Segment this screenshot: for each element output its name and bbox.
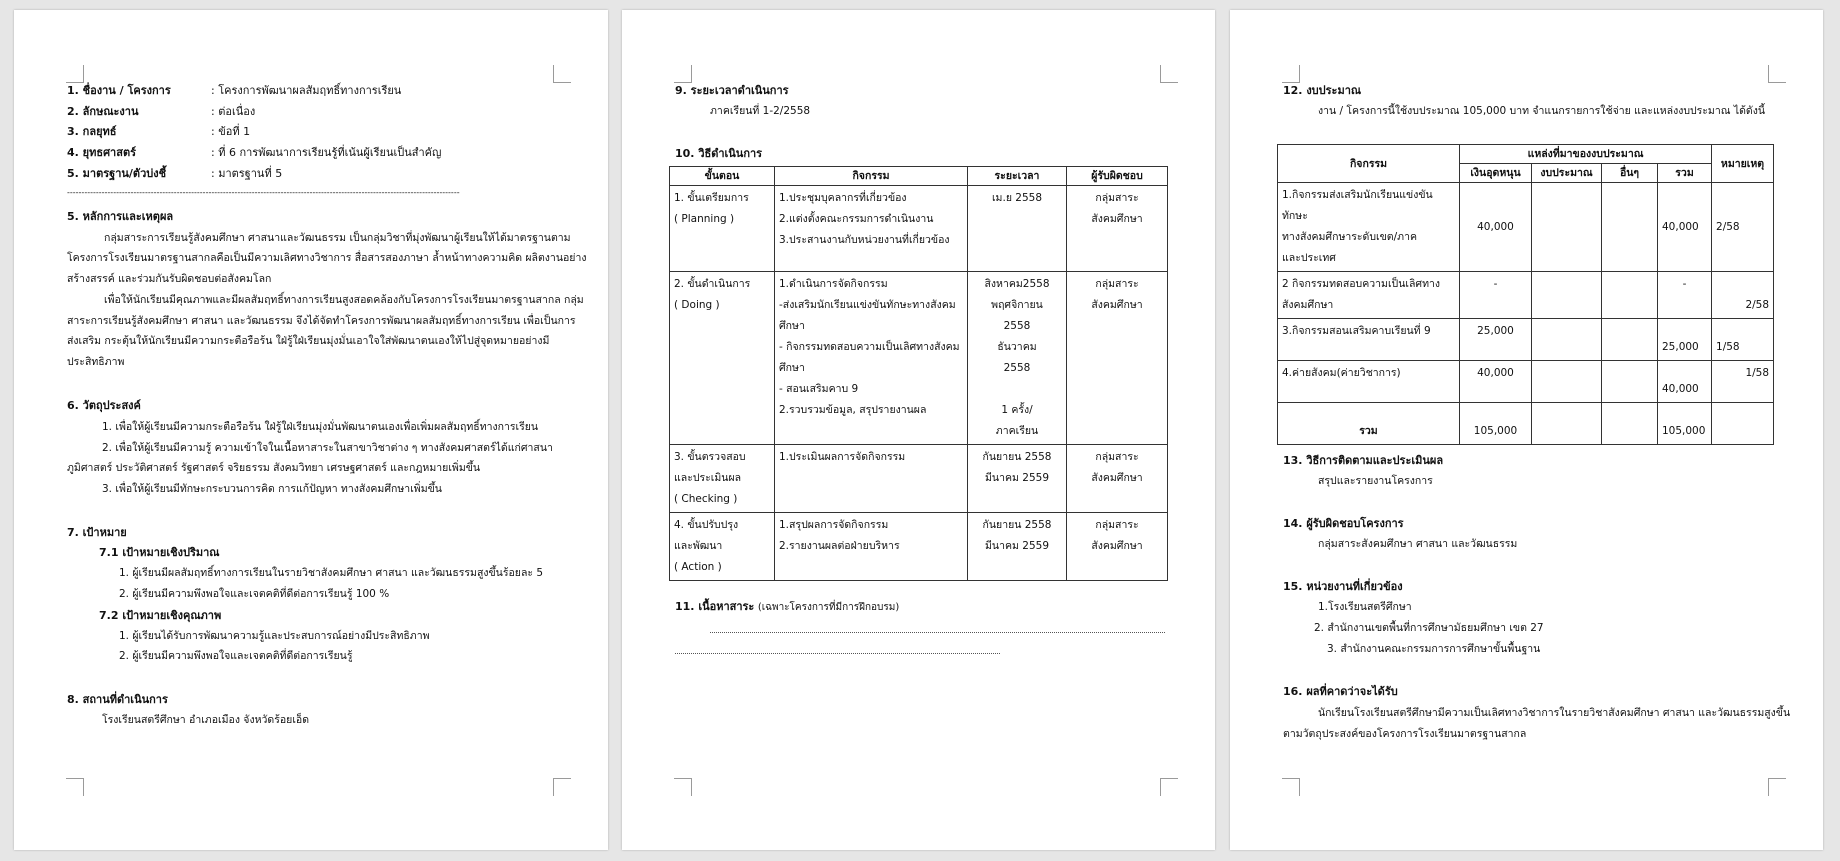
note-cell: 2/58 — [1712, 183, 1774, 272]
owner-cell: กลุ่มสาระ สังคมศึกษา — [1067, 186, 1168, 272]
table-row — [1278, 272, 1774, 319]
agency-item: 2. สำนักงานเขตพื้นที่การศึกษามัธยมศึกษา เขต 27 — [1314, 622, 1544, 634]
results-line: นักเรียนโรงเรียนสตรีศึกษามีความเป็นเลิศทางวิชาการในรายวิชาสังคมศึกษา ศาสนา และวัฒนธรรมสูงขึ้น — [1318, 707, 1791, 719]
qualitative-goals-heading: 7.2 เป้าหมายเชิงคุณภาพ — [99, 609, 222, 622]
budget-table — [1277, 144, 1774, 445]
location-text: โรงเรียนสตรีศึกษา อำเภอเมือง จังหวัดร้อยเอ็ด — [102, 714, 310, 726]
column-header: อื่นๆ — [1602, 164, 1658, 183]
crop-mark — [553, 65, 571, 83]
activity-cell: 3.กิจกรรมสอนเสริมคาบเรียนที่ 9 — [1278, 319, 1460, 361]
column-header: กิจกรรม — [1278, 145, 1460, 183]
other-total-cell — [1602, 403, 1658, 445]
activity-cell: 1.ดำเนินการจัดกิจกรรม -ส่งเสริมนักเรียนแข่งขันทักษะทางสังคม ศึกษา - กิจกรรมทดสอบความเป็นเลิศทางสังคม ศึกษา - สอนเสริมคาบ 9 2.รวบรวมข้อมูล, สรุปรายงานผล — [775, 272, 968, 445]
period-heading: 9. ระยะเวลาดำเนินการ — [675, 84, 789, 97]
document-page-2 — [622, 10, 1215, 850]
strategic-plan-label: 4. ยุทธศาสตร์ — [67, 146, 136, 159]
evaluation-heading: 13. วิธีการติดตามและประเมินผล — [1283, 454, 1444, 467]
strategy-value: : ข้อที่ 1 — [211, 125, 251, 138]
step-cell: 3. ขั้นตรวจสอบ และประเมินผล ( Checking ) — [670, 445, 775, 513]
column-header: ขั้นตอน — [670, 167, 775, 186]
total-cell: 40,000 — [1658, 361, 1712, 403]
table-row — [1278, 183, 1774, 272]
goals-heading: 7. เป้าหมาย — [67, 526, 127, 539]
column-header: ผู้รับผิดชอบ — [1067, 167, 1168, 186]
objective-item: 3. เพื่อให้ผู้เรียนมีทักษะกระบวนการคิด การแก้ปัญหา ทางสังคมศึกษาเพิ่มขึ้น — [102, 483, 442, 495]
section-divider: ---------------------------------------------------------------------------------------------------------------------------------------- — [67, 188, 460, 197]
note-cell: 2/58 — [1712, 272, 1774, 319]
time-cell: กันยายน 2558 มีนาคม 2559 — [968, 445, 1067, 513]
goal-item: 1. ผู้เรียนมีผลสัมฤทธิ์ทางการเรียนในรายวิชาสังคมศึกษา ศาสนา และวัฒนธรรมสูงขึ้นร้อยละ 5 — [119, 567, 544, 579]
note-cell: 1/58 — [1712, 361, 1774, 403]
work-type-label: 2. ลักษณะงาน — [67, 105, 139, 118]
crop-mark — [553, 778, 571, 796]
owner-cell: กลุ่มสาระ สังคมศึกษา — [1067, 445, 1168, 513]
subsidy-cell: - — [1460, 272, 1532, 319]
other-cell — [1602, 361, 1658, 403]
crop-mark — [1282, 65, 1300, 83]
crop-mark — [674, 778, 692, 796]
objective-item: 1. เพื่อให้ผู้เรียนมีความกระตือรือร้น ใฝ่รู้ใฝ่เรียนมุ่งมั่นพัฒนาตนเองเพื่อเพิ่มผลสัมฤทธิ์ทางการเรียน — [102, 421, 539, 433]
goal-item: 1. ผู้เรียนได้รับการพัฒนาความรู้และประสบการณ์อย่างมีประสิทธิภาพ — [119, 630, 430, 642]
budget-cell — [1532, 361, 1602, 403]
crop-mark — [66, 778, 84, 796]
total-cell: - — [1658, 272, 1712, 319]
other-cell — [1602, 319, 1658, 361]
results-heading: 16. ผลที่คาดว่าจะได้รับ — [1283, 685, 1398, 698]
grand-total-cell: 105,000 — [1658, 403, 1712, 445]
table-row — [1278, 361, 1774, 403]
agencies-heading: 15. หน่วยงานที่เกี่ยวข้อง — [1283, 580, 1403, 593]
time-cell: กันยายน 2558 มีนาคม 2559 — [968, 513, 1067, 581]
evaluation-text: สรุปและรายงานโครงการ — [1318, 475, 1433, 487]
project-owner-text: กลุ่มสาระสังคมศึกษา ศาสนา และวัฒนธรรม — [1318, 538, 1518, 550]
column-header: กิจกรรม — [775, 167, 968, 186]
subsidy-cell: 40,000 — [1460, 361, 1532, 403]
dotted-line — [675, 653, 1000, 654]
crop-mark — [1768, 778, 1786, 796]
column-header: รวม — [1658, 164, 1712, 183]
budget-heading: 12. งบประมาณ — [1283, 84, 1362, 97]
table-row — [670, 513, 1168, 581]
document-page-3 — [1230, 10, 1823, 850]
time-cell: สิงหาคม2558 พฤศจิกายน 2558 ธันวาคม 2558 1 ครั้ง/ ภาคเรียน — [968, 272, 1067, 445]
step-cell: 1. ขั้นเตรียมการ ( Planning ) — [670, 186, 775, 272]
table-total-row — [1278, 403, 1774, 445]
rationale-line: ส่งเสริม กระตุ้นให้นักเรียนมีความกระตือรือร้น ใฝ่รู้ใฝ่เรียนมุ่งมั่นเอาใจใส่พัฒนาตนเองให้ไปสู่จุดหมายอย่างมี — [67, 335, 550, 347]
location-heading: 8. สถานที่ดำเนินการ — [67, 693, 168, 706]
rationale-line: โครงการโรงเรียนมาตรฐานสากลคือเป็นมีความเลิศทางวิชาการ สื่อสารสองภาษา ล้ำหน้าทางความคิด ผลิตงานอย่าง — [67, 252, 587, 264]
method-heading: 10. วิธีดำเนินการ — [675, 147, 763, 160]
agency-item: 3. สำนักงานคณะกรรมการการศึกษาขั้นพื้นฐาน — [1327, 643, 1541, 655]
dotted-line — [710, 632, 1165, 633]
owner-cell: กลุ่มสาระ สังคมศึกษา — [1067, 272, 1168, 445]
column-header: ระยะเวลา — [968, 167, 1067, 186]
objective-item: 2. เพื่อให้ผู้เรียนมีความรู้ ความเข้าใจในเนื้อหาสาระในสาขาวิชาต่าง ๆ ทางสังคมศาสตร์ได้แก่ศาสนา — [102, 442, 553, 454]
project-name-label: 1. ชื่องาน / โครงการ — [67, 84, 171, 97]
quantitative-goals-heading: 7.1 เป้าหมายเชิงปริมาณ — [99, 546, 220, 559]
subsidy-cell: 40,000 — [1460, 183, 1532, 272]
rationale-line: กลุ่มสาระการเรียนรู้สังคมศึกษา ศาสนาและวัฒนธรรม เป็นกลุ่มวิชาที่มุ่งพัฒนาผู้เรียนให้ได้มาตรฐานตาม — [104, 232, 571, 244]
step-cell: 4. ขั้นปรับปรุง และพัฒนา ( Action ) — [670, 513, 775, 581]
project-owner-heading: 14. ผู้รับผิดชอบโครงการ — [1283, 517, 1404, 530]
activity-cell: 1.กิจกรรมส่งเสริมนักเรียนแข่งขันทักษะ ทางสังคมศึกษาระดับเขต/ภาค และประเทศ — [1278, 183, 1460, 272]
objective-item: ภูมิศาสตร์ ประวัติศาสตร์ รัฐศาสตร์ จริยธรรม สังคมวิทยา เศรษฐศาสตร์ และกฎหมายเพิ่มขึ้น — [67, 462, 481, 474]
work-type-value: : ต่อเนื่อง — [211, 105, 256, 118]
table-header-row — [1278, 145, 1774, 164]
rationale-heading: 5. หลักการและเหตุผล — [67, 210, 174, 223]
strategy-label: 3. กลยุทธ์ — [67, 125, 117, 138]
crop-mark — [674, 65, 692, 83]
document-page-1 — [14, 10, 608, 850]
activity-cell: 2 กิจกรรมทดสอบความเป็นเลิศทาง สังคมศึกษา — [1278, 272, 1460, 319]
activity-cell: 1.สรุปผลการจัดกิจกรรม 2.รายงานผลต่อฝ่ายบริหาร — [775, 513, 968, 581]
note-total-cell — [1712, 403, 1774, 445]
table-row — [670, 272, 1168, 445]
method-table — [669, 166, 1168, 581]
goal-item: 2. ผู้เรียนมีความพึงพอใจและเจตคติที่ดีต่อการเรียนรู้ 100 % — [119, 588, 390, 600]
time-cell: เม.ย 2558 — [968, 186, 1067, 272]
budget-cell — [1532, 319, 1602, 361]
objectives-heading: 6. วัตถุประสงค์ — [67, 399, 141, 412]
rationale-line: สาระการเรียนรู้สังคมศึกษา ศาสนา และวัฒนธรรม จึงได้จัดทำโครงการพัฒนาผลสัมฤทธิ์ทางการเรียน เพื่อเป็นการ — [67, 315, 576, 327]
activity-cell: 4.ค่ายสังคม(ค่ายวิชาการ) — [1278, 361, 1460, 403]
note-cell: 1/58 — [1712, 319, 1774, 361]
budget-cell — [1532, 183, 1602, 272]
content-heading: 11. เนื้อหาสาระ — [675, 600, 755, 613]
column-header: แหล่งที่มาของงบประมาณ — [1460, 145, 1712, 164]
crop-mark — [1160, 778, 1178, 796]
table-header-row — [670, 167, 1168, 186]
rationale-line: ประสิทธิภาพ — [67, 356, 125, 368]
column-header: เงินอุดหนุน — [1460, 164, 1532, 183]
table-row — [670, 186, 1168, 272]
other-cell — [1602, 183, 1658, 272]
budget-cell — [1532, 272, 1602, 319]
column-header: งบประมาณ — [1532, 164, 1602, 183]
other-cell — [1602, 272, 1658, 319]
crop-mark — [66, 65, 84, 83]
goal-item: 2. ผู้เรียนมีความพึงพอใจและเจตคติที่ดีต่อการเรียนรู้ — [119, 650, 353, 662]
activity-cell: 1.ประชุมบุคลากรที่เกี่ยวข้อง 2.แต่งตั้งคณะกรรมการดำเนินงาน 3.ประสานงานกับหน่วยงานที่เกี่ยวข้อง — [775, 186, 968, 272]
budget-total-cell — [1532, 403, 1602, 445]
content-heading-line — [675, 600, 899, 614]
project-name-value: : โครงการพัฒนาผลสัมฤทธิ์ทางการเรียน — [211, 84, 402, 97]
column-header: หมายเหตุ — [1712, 145, 1774, 183]
crop-mark — [1768, 65, 1786, 83]
crop-mark — [1160, 65, 1178, 83]
table-row — [1278, 319, 1774, 361]
subsidy-cell: 25,000 — [1460, 319, 1532, 361]
total-cell: 40,000 — [1658, 183, 1712, 272]
activity-cell: 1.ประเมินผลการจัดกิจกรรม — [775, 445, 968, 513]
content-note: (เฉพาะโครงการที่มีการฝึกอบรม) — [757, 602, 900, 613]
table-row — [670, 445, 1168, 513]
budget-intro: งาน / โครงการนี้ใช้งบประมาณ 105,000 บาท จำแนกรายการใช้จ่าย และแหล่งงบประมาณ ได้ดังนี้ — [1318, 105, 1766, 117]
period-text: ภาคเรียนที่ 1-2/2558 — [710, 105, 811, 117]
rationale-line: เพื่อให้นักเรียนมีคุณภาพและมีผลสัมฤทธิ์ทางการเรียนสูงสอดคล้องกับโครงการโรงเรียนมาตรฐานสากล กลุ่ม — [104, 294, 584, 306]
step-cell: 2. ขั้นดำเนินการ ( Doing ) — [670, 272, 775, 445]
total-label-cell: รวม — [1278, 403, 1460, 445]
crop-mark — [1282, 778, 1300, 796]
agency-item: 1.โรงเรียนสตรีศึกษา — [1318, 601, 1412, 613]
standard-label: 5. มาตรฐาน/ตัวบ่งชี้ — [67, 167, 167, 180]
owner-cell: กลุ่มสาระ สังคมศึกษา — [1067, 513, 1168, 581]
subsidy-total-cell: 105,000 — [1460, 403, 1532, 445]
rationale-line: สร้างสรรค์ และร่วมกันรับผิดชอบต่อสังคมโลก — [67, 273, 272, 285]
total-cell: 25,000 — [1658, 319, 1712, 361]
standard-value: : มาตรฐานที่ 5 — [211, 167, 283, 180]
results-line: ตามวัตถุประสงค์ของโครงการโรงเรียนมาตรฐานสากล — [1283, 728, 1527, 740]
strategic-plan-value: : ที่ 6 การพัฒนาการเรียนรู้ที่เน้นผู้เรียนเป็นสำคัญ — [211, 146, 442, 159]
